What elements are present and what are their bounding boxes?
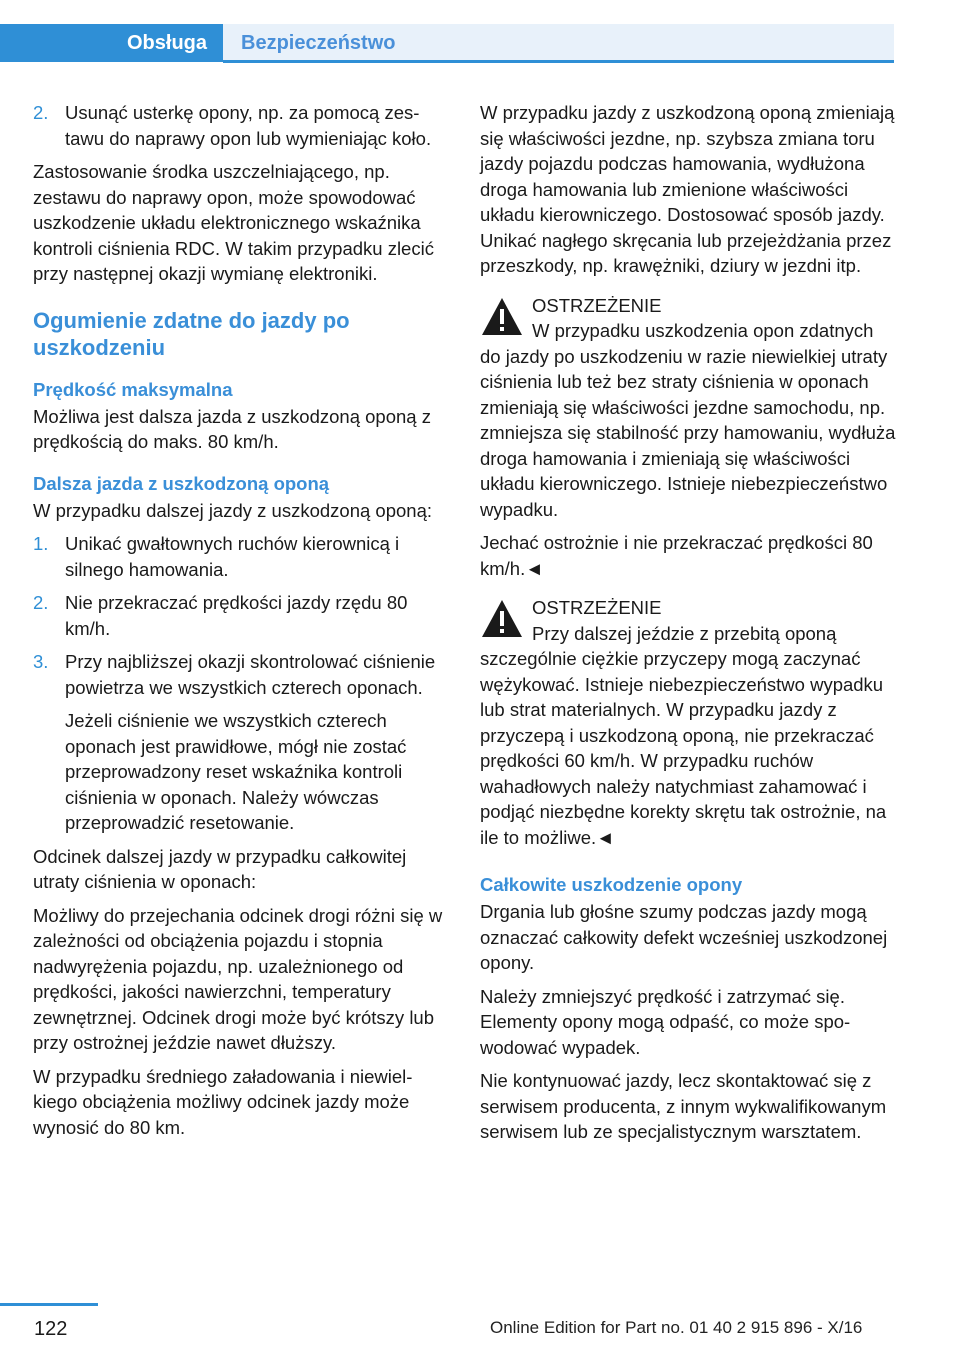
- header-tabs: [0, 24, 894, 62]
- warning-text: Przy dalszej jeździe z przebitą oponą szczególnie ciężkie przyczepy mogą zaczynać wężykować. Istnieje niebezpieczeństwo wypadku lub strat materialnych. W przypadku jazdy z przyczepą i uszkodzoną oponą, nie przekraczać prędkości 60 km/h. W przypadku ruchów wahadłowych należy natychmiast zahamować i podjąć niezbędne korekty skrętu tak ostrożnie, na ile to możliwe.◄: [480, 622, 887, 848]
- subheading-continue: Dalsza jazda z uszkodzoną oponą: [33, 472, 330, 494]
- list-item: [33, 590, 449, 641]
- paragraph-sealant: Zastosowanie środka uszczelniającego, np. zestawu do naprawy opon, może spowodować uszkodzenie układu elektronicznego wskaźnika kontroli ciśnienia RDC. W takim przypadku zlecić przy następnej okazji wymianę elektroniki.: [33, 161, 434, 284]
- list-number: 3.: [33, 651, 49, 672]
- warning-triangle-icon: [480, 295, 524, 339]
- tab-bezpieczenstwo[interactable]: Bezpieczeństwo: [223, 24, 894, 62]
- right-column: [480, 100, 896, 1153]
- list-text: Nie przekraczać prędkości jazdy rzędu 80 km/h.: [65, 592, 408, 639]
- paragraph-distance-80km: W przypadku średniego załadowania i niewielkiego obciążenia możliwy odcinek jazdy może wynosić do 80 km.: [33, 1065, 413, 1138]
- warning-action: Jechać ostrożnie i nie przekraczać prędkości 80 km/h.◄: [480, 532, 873, 579]
- list-text: Przy najbliższej okazji skontrolować ciśnienie powietrza we wszystkich czterech oponach.: [65, 651, 436, 698]
- warning-block: [480, 595, 896, 850]
- warning-triangle-icon: [480, 597, 524, 641]
- warning-title: OSTRZEŻENIE: [532, 597, 662, 618]
- paragraph-distance-detail: Możliwy do przejechania odcinek drogi różni się w zależności od obciążenia pojazdu i stopnia nadwyrężenia pojazdu, np. uzależnionego od prędkości, jakości nawierzchni, temperatury zewnętrznej. Odcinek drogi może być krótszy lub przy ostrożnej jeździe nawet dłuższy.: [33, 904, 443, 1053]
- footer-line: [0, 1303, 98, 1306]
- subheading-max-speed: Prędkość maksymalna: [33, 378, 233, 400]
- list-number: 2.: [33, 102, 49, 123]
- paragraph-driving-properties: W przypadku jazdy z uszkodzoną oponą zmieniają się właściwości jezdne, np. szybsza zmiana toru jazdy pojazdu podczas hamowania, wydłużona droga hamowania lub zmienione właściwości układu kierowniczego. Dostosować sposób jazdy. Unikać nagłego skręcania lub przejeżdżania przez przeszkody, np. krawężniki, dziury w jezdni itp.: [480, 102, 895, 276]
- list-subparagraph: Jeżeli ciśnienie we wszystkich czterech oponach jest prawidłowe, mógł nie zostać przeprowadzony reset wskaźnika kontroli ciśnienia w oponach. Należy wówczas przeprowadzić resetowanie.: [65, 710, 407, 833]
- list-item: [33, 100, 449, 151]
- paragraph-total-failure-1: Drgania lub głośne szumy podczas jazdy mogą oznaczać całkowity defekt wcześniej uszkodzonej opony.: [480, 901, 888, 973]
- page-number: 122: [34, 1318, 68, 1340]
- section-heading: Ogumienie zdatne do jazdy po uszkodzeniu: [33, 307, 350, 360]
- warning-text: W przypadku uszkodzenia opon zdatnych do jazdy po uszkodzeniu w razie niewielkiej utraty ciśnienia lub też bez straty ciśnienia w oponach zmieniają się właściwości jezdne samochodu, np. zmniejsza się stabilność przy hamowaniu, wydłuża droga hamowania i zmieniają się właściwości układu kierowniczego. Istnieje niebezpieczeństwo wypadku.: [480, 320, 896, 520]
- paragraph-total-failure-3: Nie kontynuować jazdy, lecz skontaktować się z serwisem producenta, z innym wykwalifikowanym serwisem lub ze specjalistycznym warsztatem.: [480, 1070, 887, 1142]
- list-item: [33, 531, 449, 582]
- paragraph-distance-intro: Odcinek dalszej jazdy w przypadku całkowitej utraty ciśnienia w oponach:: [33, 845, 407, 892]
- list-text: Unikać gwałtownych ruchów kierownicą i silnego hamowania.: [65, 533, 400, 580]
- warning-title: OSTRZEŻENIE: [532, 294, 662, 316]
- list-item: [33, 649, 449, 700]
- paragraph-total-failure-2: Należy zmniejszyć prędkość i zatrzymać się. Elementy opony mogą odpaść, co może spowodować wypadek.: [480, 985, 851, 1058]
- subheading-total-failure: Całkowite uszkodzenie opony: [480, 874, 743, 895]
- left-column: [33, 100, 449, 1148]
- tab-underline: [223, 60, 894, 63]
- list-number: 1.: [33, 533, 49, 554]
- tab-obsluga[interactable]: Obsługa: [0, 24, 223, 62]
- paragraph-continue: W przypadku dalszej jazdy z uszkodzoną oponą:: [33, 499, 432, 521]
- warning-block: [480, 293, 896, 523]
- paragraph-max-speed: Możliwa jest dalsza jazda z uszkodzoną oponą z prędkością do maks. 80 km/h.: [33, 405, 431, 452]
- list-number: 2.: [33, 592, 49, 613]
- list-text: Usunąć usterkę opony, np. za pomocą zestawu do naprawy opon lub wymieniając koło.: [65, 102, 432, 149]
- edition-note: Online Edition for Part no. 01 40 2 915 896 - X/16: [490, 1318, 863, 1337]
